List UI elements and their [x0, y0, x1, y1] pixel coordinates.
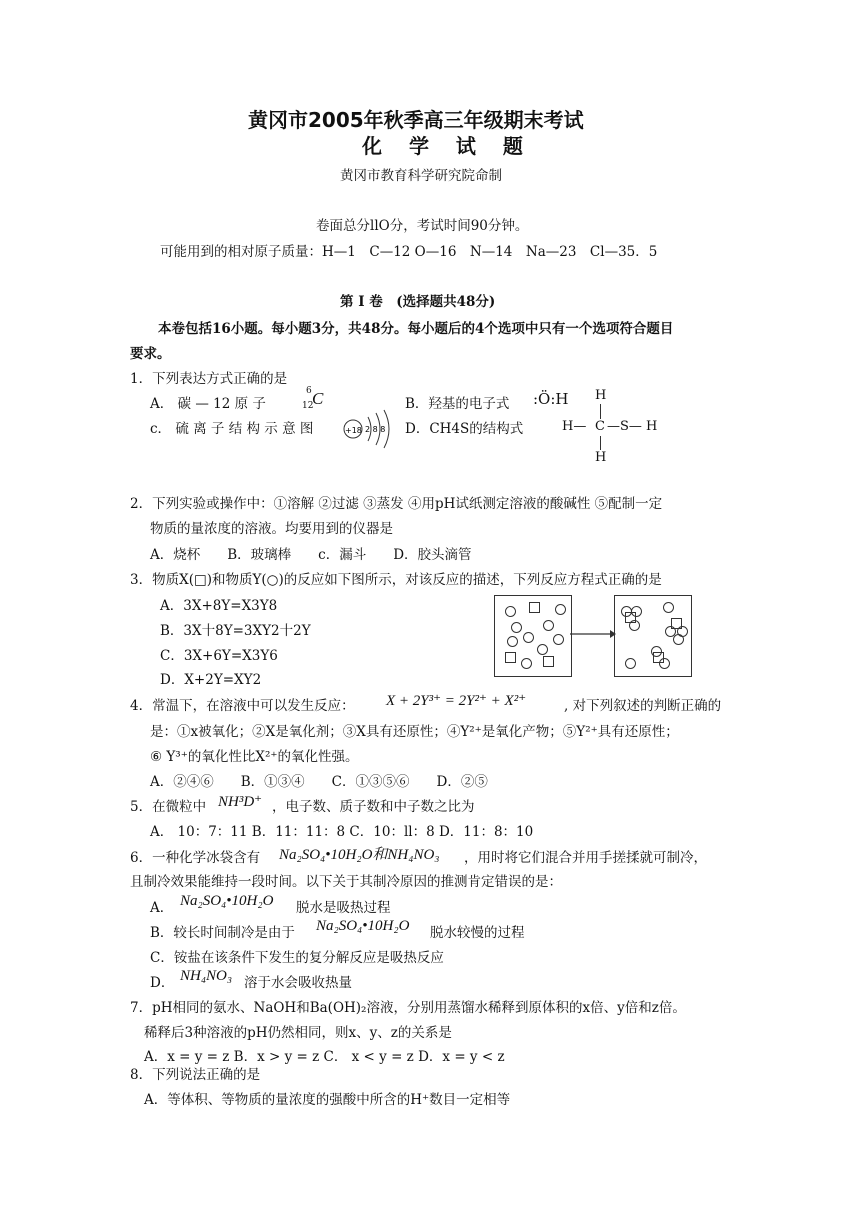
struct-sulfur: —S— — [607, 419, 642, 434]
sulfur-nucleus-label: +18 — [345, 426, 362, 435]
q6-option-b-formula: Na₂SO₄•10H₂O — [316, 918, 410, 934]
q2-options: A．烧杯 B．玻璃棒 c．漏斗 D．胶头滴管 — [150, 547, 472, 563]
q3-option-c: C．3X+6Y=X3Y6 — [160, 648, 278, 664]
y-particle — [511, 622, 522, 633]
q8-stem: 8．下列说法正确的是 — [130, 1067, 261, 1083]
q6-option-a-text: 脱水是吸热过程 — [296, 900, 391, 916]
q7-options: A．x = y = z B．x > y = z C． x < y = z D．x = y < z — [144, 1049, 505, 1065]
y-particle — [505, 606, 516, 617]
q3-option-a: A．3X+8Y=X3Y8 — [160, 598, 278, 614]
products-box — [614, 595, 692, 677]
y-particle — [537, 644, 548, 655]
q6-option-a-formula: Na₂SO₄•10H₂O — [180, 893, 274, 909]
exam-author: 黄冈市教育科学研究院命制 — [340, 168, 502, 184]
y-particle — [523, 632, 534, 643]
atomic-mass-note: 可能用到的相对原子质量：H—1 C—12 O—16 N—14 Na—23 Cl—35．5 — [160, 244, 658, 260]
q4-line-2: 是：①x被氧化；②X是氧化剂；③X具有还原性；④Y²⁺是氧化产物；⑤Y²⁺具有还原性； — [150, 724, 679, 740]
q2-stem-2: 物质的量浓度的溶液。均要用到的仪器是 — [150, 521, 393, 537]
q1-option-a: A． 碳 — 12 原 子 — [150, 396, 266, 412]
q8-option-a: A．等体积、等物质的量浓度的强酸中所含的H⁺数目一定相等 — [144, 1092, 511, 1108]
struct-h-left: H— — [562, 419, 587, 434]
q5-stem-pre: 5．在微粒中 — [130, 799, 207, 815]
q4-equation: X + 2Y³⁺ = 2Y²⁺ + X²⁺ — [386, 693, 527, 709]
q6-option-d-formula: NH₄NO₃ — [180, 968, 233, 984]
y-particle — [673, 634, 684, 645]
x-particle — [543, 656, 554, 667]
q1-carbon-isotope — [302, 386, 332, 414]
y-particle — [507, 636, 518, 647]
q1-isotope-symbol: C — [312, 389, 324, 408]
struct-h-right: H — [646, 419, 658, 434]
section-instructions-2: 要求。 — [130, 346, 171, 362]
struct-h-top: H — [595, 388, 607, 403]
q1-hydroxyl-formula: :Ö:H — [533, 390, 569, 408]
q6-option-d-label: D． — [150, 975, 175, 991]
q3-option-d: D．X+2Y=XY2 — [160, 672, 262, 688]
ch4s-structure — [562, 388, 662, 464]
q6-formula: Na₂SO₄•10H₂O和NH₄NO₃ — [279, 847, 440, 863]
exam-subject: 化 学 试 题 — [362, 134, 533, 158]
q1-option-d: D．CH4S的结构式 — [405, 421, 524, 437]
q4-stem-pre: 4．常温下，在溶液中可以发生反应： — [130, 698, 355, 714]
y-particle — [543, 620, 554, 631]
q5-formula: NH³D⁺ — [218, 794, 263, 810]
sulfur-shell-labels: 2 8 8 — [365, 425, 386, 434]
q7-stem-2: 稀释后3种溶液的pH仍然相同，则x、y、z的关系是 — [144, 1025, 452, 1041]
q6-line-2: 且制冷效果能维持一段时间。以下关于其制冷原因的推测肯定错误的是： — [130, 874, 562, 890]
q5-options: A． 10：7：11 B．11：11：8 C．10：ll：8 D．11：8：10 — [150, 824, 534, 840]
q6-option-a-label: A． — [150, 900, 174, 916]
reactants-box — [494, 595, 572, 677]
q1-isotope-sup: 6 — [306, 386, 312, 396]
q1-option-c: c． 硫 离 子 结 构 示 意 图 — [150, 421, 314, 437]
q3-option-b: B．3X十8Y=3XY2十2Y — [160, 623, 311, 639]
q2-stem-1: 2．下列实验或操作中：①溶解 ②过滤 ③蒸发 ④用pH试纸测定溶液的酸碱性 ⑤配制一定 — [130, 496, 663, 512]
q5-stem-post: ，电子数、质子数和中子数之比为 — [272, 799, 475, 815]
y-particle — [631, 606, 642, 617]
section-title: 第 I 卷 (选择题共48分) — [340, 294, 496, 310]
q1-isotope-sub: 12 — [302, 401, 314, 411]
struct-h-bottom: H — [595, 450, 607, 465]
q4-options: A．②④⑥ B．①③④ C．①③⑤⑥ D．②⑤ — [150, 774, 488, 790]
q6-option-b-post: 脱水较慢的过程 — [430, 925, 525, 941]
q6-stem-pre: 6．一种化学冰袋含有 — [130, 850, 261, 866]
struct-bond-top — [600, 404, 601, 419]
q3-stem: 3．物质X(□)和物质Y(○)的反应如下图所示，对该反应的描述，下列反应方程式正确的是 — [130, 572, 662, 588]
x-particle — [529, 602, 540, 613]
y-particle — [625, 658, 636, 669]
q7-stem-1: 7．pH相同的氨水、NaOH和Ba(OH)₂溶液，分别用蒸馏水稀释到原体积的x倍、y倍和z倍。 — [130, 1000, 686, 1016]
q4-stem-post: , 对下列叙述的判断正确的 — [564, 698, 722, 714]
y-particle — [663, 602, 674, 613]
section-instructions-1: 本卷包括16小题。每小题3分，共48分。每小题后的4个选项中只有一个选项符合题目 — [158, 321, 674, 337]
sulfur-ion-diagram — [340, 407, 400, 449]
q1-stem: 1．下列表达方式正确的是 — [130, 371, 288, 387]
q6-stem-post: ，用时将它们混合并用手搓揉就可制冷， — [464, 850, 707, 866]
struct-bond-bottom — [600, 436, 601, 450]
y-particle — [659, 658, 670, 669]
x-particle — [505, 652, 516, 663]
q6-option-d-text: 溶于水会吸收热量 — [244, 975, 352, 991]
q4-line-3: ⑥ Y³⁺的氧化性比X²⁺的氧化性强。 — [150, 749, 359, 765]
q6-option-c: C．铵盐在该条件下发生的复分解反应是吸热反应 — [150, 950, 444, 966]
q6-option-b-pre: B．较长时间制冷是由于 — [150, 925, 295, 941]
exam-title: 黄冈市2005年秋季高三年级期末考试 — [248, 108, 584, 132]
struct-carbon: C — [595, 419, 605, 434]
y-particle — [629, 620, 640, 631]
y-particle — [521, 658, 532, 669]
y-particle — [553, 634, 564, 645]
y-particle — [555, 604, 566, 615]
score-time-note: 卷面总分llO分，考试时间90分钟。 — [316, 218, 529, 234]
reaction-arrow — [570, 629, 616, 639]
q1-option-b: B．羟基的电子式 — [405, 396, 510, 412]
